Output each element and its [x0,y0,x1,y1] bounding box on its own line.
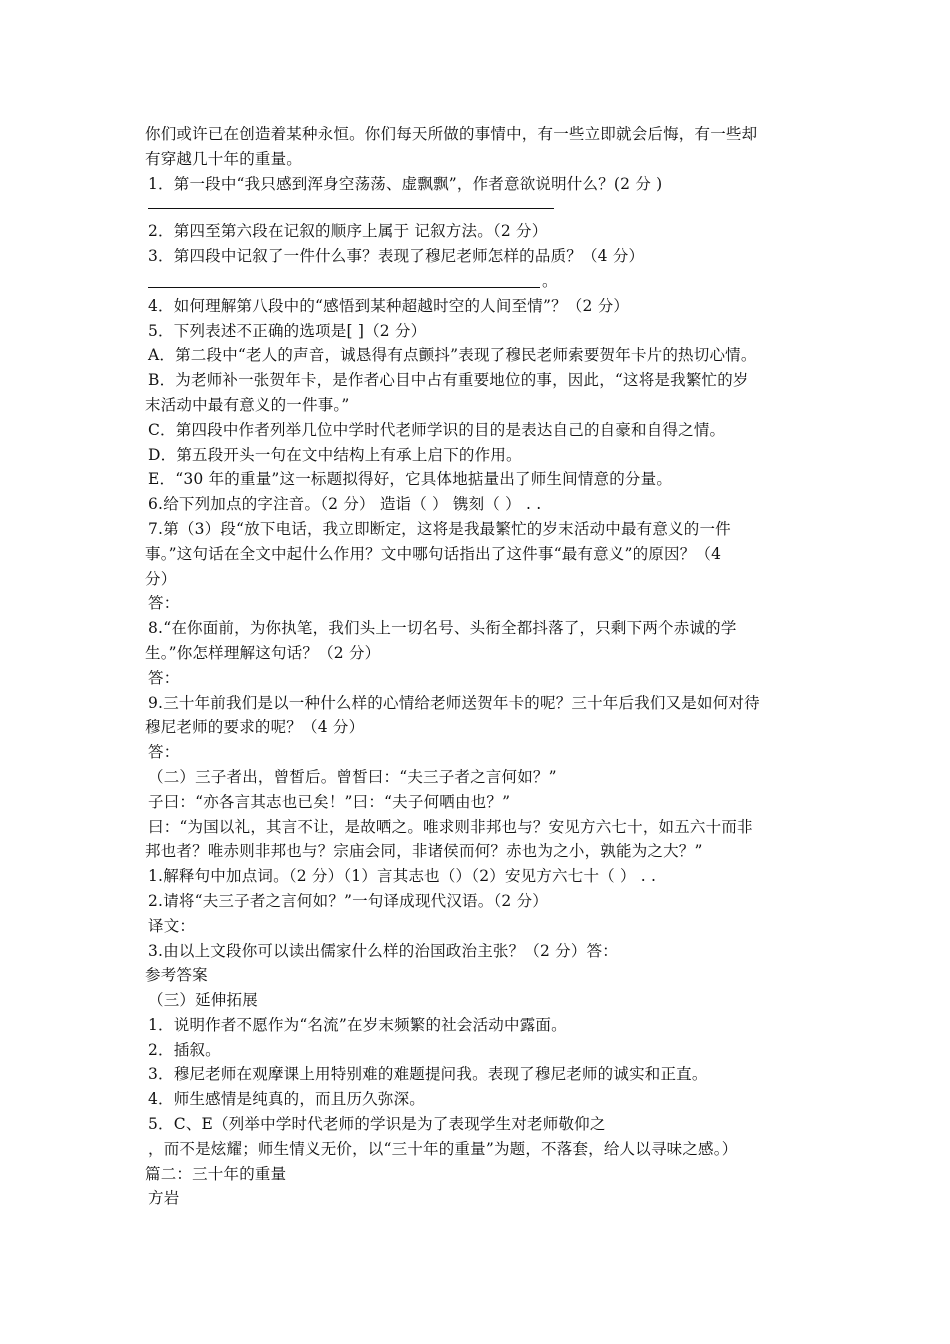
option-a: A．第二段中“老人的声音，诚恳得有点颤抖”表现了穆民老师索要贺年卡片的热切心情。 [148,346,757,365]
question-2: 2．第四至第六段在记叙的顺序上属于 记叙方法。（2 分） [148,222,548,241]
answer-blank-3 [148,287,540,288]
author-name: 方岩 [148,1189,180,1208]
answer-4: 4．师生感情是纯真的，而且历久弥深。 [148,1090,425,1109]
question-8: 8.“在你面前，为你执笔，我们头上一切名号、头衔全都抖落了，只剩下两个赤诚的学 [148,619,737,638]
question-7: 7.第（3）段“放下电话，我立即断定，这将是我最繁忙的岁末活动中最有意义的一件 [148,519,731,538]
question-7-cont: 事。”这句话在全文中起什么作用？文中哪句话指出了这件事“最有意义”的原因？（4 [145,544,722,563]
answer-label: 答： [148,668,180,687]
answer-1: 1．说明作者不愿作为“名流”在岁末频繁的社会活动中露面。 [148,1015,567,1034]
translation-label: 译文： [148,916,196,935]
answer-3: 3．穆尼老师在观摩课上用特别难的难题提问我。表现了穆尼老师的诚实和正直。 [148,1065,708,1084]
question-4: 4．如何理解第八段中的“感悟到某种超越时空的人间至情”？（2 分） [148,296,630,315]
option-b-cont: 末活动中最有意义的一件事。” [145,395,350,414]
answer-label: 答： [148,743,180,762]
text-line: 有穿越几十年的重量。 [145,149,303,168]
section-2-text: （二）三子者出，曾皙后。曾皙曰：“夫三子者之言何如？” [148,767,557,786]
section-2-question-1: 1.解释句中加点词。（2 分）（1）言其志也（）（2）安见方六七十（ ） . . [148,867,657,886]
section-2-question-2: 2.请将“夫三子者之言何如？”一句译成现代汉语。（2 分） [148,891,548,910]
answer-2: 2．插叙。 [148,1040,221,1059]
text-line: 你们或许已在创造着某种永恒。你们每天所做的事情中，有一些立即就会后悔，有一些却 [145,125,758,143]
option-d: D．第五段开头一句在文中结构上有承上启下的作用。 [148,445,522,464]
answer-blank-1 [148,208,554,209]
extension-heading: （三）延伸拓展 [148,991,258,1010]
question-7-cont: 分） [145,569,177,588]
answer-label: 答： [148,594,180,613]
answer-blank-3-period: 。 [542,271,558,290]
document-page [145,122,815,1211]
question-3: 3．第四段中记叙了一件什么事？表现了穆尼老师怎样的品质？（4 分） [148,247,645,266]
question-1: 1．第一段中“我只感到浑身空荡荡、虚飘飘”，作者意欲说明什么？(2 分 ) [148,174,663,193]
question-5: 5．下列表述不正确的选项是[ ]（2 分） [148,321,427,340]
option-c: C．第四段中作者列举几位中学时代老师学识的目的是表达自己的自豪和自得之情。 [148,420,726,439]
question-8-cont: 生。”你怎样理解这句话？（2 分） [145,643,381,662]
question-9: 9.三十年前我们是以一种什么样的心情给老师送贺年卡的呢？三十年后我们又是如何对待 [148,693,760,712]
answer-blank-3-row [148,269,815,294]
section-2-text: 子曰：“亦各言其志也已矣！”曰：“夫子何哂由也？” [148,792,511,811]
section-2-text: 曰：“为国以礼，其言不让，是故哂之。唯求则非邦也与？安见方六七十，如五六十而非 [148,817,753,836]
question-9-cont: 穆尼老师的要求的呢？（4 分） [145,718,365,737]
chapter-heading: 篇二：三十年的重量 [145,1164,287,1183]
section-2-question-3: 3.由以上文段你可以读出儒家什么样的治国政治主张？（2 分）答： [148,941,618,960]
reference-answers-heading: 参考答案 [145,966,208,985]
answer-5-cont: ，而不是炫耀；师生情义无价，以“三十年的重量”为题，不落套，给人以寻味之感。） [148,1139,738,1158]
question-6: 6.给下列加点的字注音。（2 分） 造诣（ ） 镌刻（ ） . . [148,495,542,514]
option-b: B．为老师补一张贺年卡，是作者心目中占有重要地位的事，因此，“这将是我繁忙的岁 [148,371,749,390]
answer-5: 5．C、E（列举中学时代老师的学识是为了表现学生对老师敬仰之 [148,1115,606,1134]
section-2-text: 邦也者？唯赤则非邦也与？宗庙会同，非诸侯而何？赤也为之小，孰能为之大？” [145,842,703,861]
option-e: E．“30 年的重量”这一标题拟得好，它具体地掂量出了师生间情意的分量。 [148,470,673,489]
